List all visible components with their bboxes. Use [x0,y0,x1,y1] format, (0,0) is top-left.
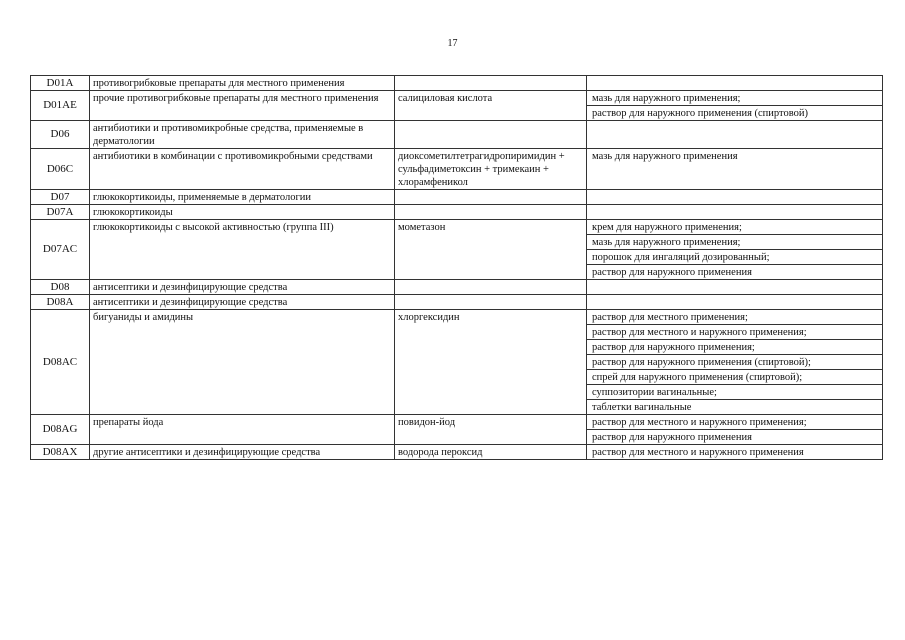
drug-name-cell [395,121,587,149]
atc-code-cell: D08A [31,295,90,310]
table-row [31,149,883,190]
drug-name-cell [395,190,587,205]
dosage-form-cell [587,121,883,149]
dosage-form-cell: мазь для наружного применения; [587,235,883,250]
page-number: 17 [447,38,458,49]
drug-name-cell: водорода пероксид [395,445,587,460]
atc-code-cell: D01A [31,76,90,91]
drug-table-body [31,76,883,460]
table-row [31,220,883,235]
table-row [31,190,883,205]
table-row [31,121,883,149]
atc-code-cell: D07 [31,190,90,205]
dosage-form-cell [587,295,883,310]
dosage-form-cell: крем для наружного применения; [587,220,883,235]
group-name-cell: антисептики и дезинфицирующие средства [90,295,395,310]
dosage-form-cell: раствор для наружного применения [587,265,883,280]
dosage-form-cell: раствор для наружного применения; [587,340,883,355]
atc-code-cell: D07AC [31,220,90,280]
table-row [31,91,883,106]
dosage-form-cell: раствор для наружного применения (спиртовой); [587,355,883,370]
dosage-form-cell: суппозитории вагинальные; [587,385,883,400]
drug-name-cell [395,295,587,310]
group-name-cell: другие антисептики и дезинфицирующие средства [90,445,395,460]
group-name-cell: глюкокортикоиды [90,205,395,220]
dosage-form-cell: спрей для наружного применения (спиртовой); [587,370,883,385]
dosage-form-cell: раствор для местного и наружного применения; [587,325,883,340]
drug-name-cell: повидон-йод [395,415,587,445]
dosage-form-cell: раствор для наружного применения (спиртовой) [587,106,883,121]
dosage-form-cell [587,76,883,91]
group-name-cell: антисептики и дезинфицирующие средства [90,280,395,295]
dosage-form-cell: мазь для наружного применения [587,149,883,190]
atc-code-cell: D06C [31,149,90,190]
drug-name-cell: диоксометилтетрагидропиримидин + сульфадиметоксин + тримекаин + хлорамфеникол [395,149,587,190]
atc-code-cell: D08 [31,280,90,295]
table-row [31,280,883,295]
group-name-cell: антибиотики в комбинации с противомикробными средствами [90,149,395,190]
drug-name-cell [395,76,587,91]
drug-name-cell [395,205,587,220]
drug-name-cell: мометазон [395,220,587,280]
group-name-cell: глюкокортикоиды, применяемые в дерматологии [90,190,395,205]
table-row [31,76,883,91]
table-row [31,445,883,460]
dosage-form-cell: раствор для местного и наружного применения [587,445,883,460]
table-row [31,295,883,310]
table-row [31,310,883,325]
group-name-cell: глюкокортикоиды с высокой активностью (группа III) [90,220,395,280]
group-name-cell: антибиотики и противомикробные средства, применяемые в дерматологии [90,121,395,149]
group-name-cell: бигуаниды и амидины [90,310,395,415]
group-name-cell: противогрибковые препараты для местного применения [90,76,395,91]
atc-code-cell: D07A [31,205,90,220]
dosage-form-cell [587,280,883,295]
drug-table [30,75,883,460]
group-name-cell: прочие противогрибковые препараты для местного применения [90,91,395,121]
atc-code-cell: D06 [31,121,90,149]
dosage-form-cell [587,190,883,205]
dosage-form-cell: таблетки вагинальные [587,400,883,415]
dosage-form-cell: раствор для местного и наружного применения; [587,415,883,430]
dosage-form-cell [587,205,883,220]
dosage-form-cell: раствор для наружного применения [587,430,883,445]
dosage-form-cell: раствор для местного применения; [587,310,883,325]
atc-code-cell: D08AG [31,415,90,445]
table-row [31,415,883,430]
atc-code-cell: D01AE [31,91,90,121]
drug-name-cell: салициловая кислота [395,91,587,121]
atc-code-cell: D08AX [31,445,90,460]
atc-code-cell: D08AC [31,310,90,415]
dosage-form-cell: порошок для ингаляций дозированный; [587,250,883,265]
table-row [31,205,883,220]
drug-name-cell: хлоргексидин [395,310,587,415]
drug-name-cell [395,280,587,295]
dosage-form-cell: мазь для наружного применения; [587,91,883,106]
group-name-cell: препараты йода [90,415,395,445]
